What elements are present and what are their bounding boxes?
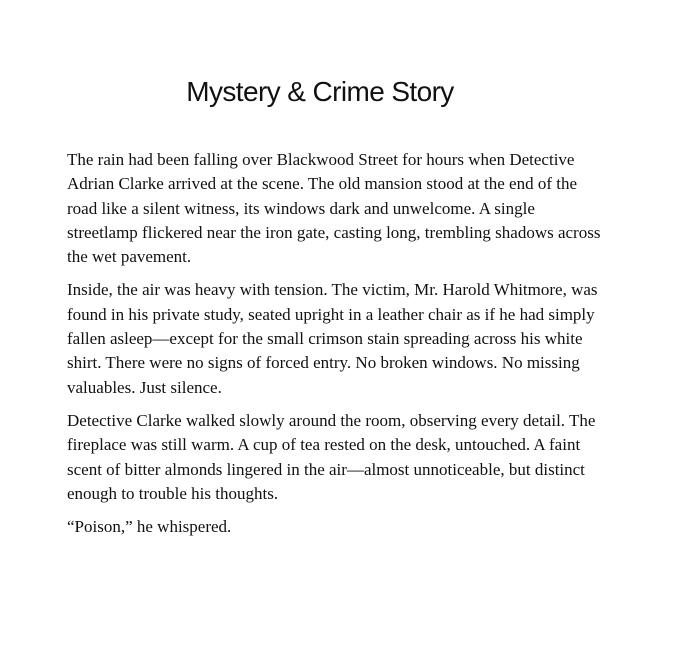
paragraph-2: Inside, the air was heavy with tension. The victim, Mr. Harold Whitmore, was found in his private study, seated upright in a leather chair as if he had simply fallen asleep—except for the small crimson stain spreading across his white shirt. There were no signs of forced entry. No broken windows. No missing valuables. Just silence. bbox=[67, 280, 598, 397]
paragraph-1: The rain had been falling over Blackwood Street for hours when Detective Adrian Clarke arrived at the scene. The old mansion stood at the end of the road like a silent witness, its windows dark and unwelcome. A single streetlamp flickered near the iron gate, casting long, trembling shadows across the wet pavement. bbox=[67, 150, 601, 267]
story-body bbox=[67, 148, 607, 548]
paragraph-3: Detective Clarke walked slowly around the room, observing every detail. The fireplace was still warm. A cup of tea rested on the desk, untouched. A faint scent of bitter almonds lingered in the air—almost unnoticeable, but distinct enough to trouble his thoughts. bbox=[67, 410, 596, 503]
paragraph-4: “Poison,” he whispered. bbox=[67, 517, 232, 537]
page-title: Mystery & Crime Story bbox=[186, 76, 454, 107]
